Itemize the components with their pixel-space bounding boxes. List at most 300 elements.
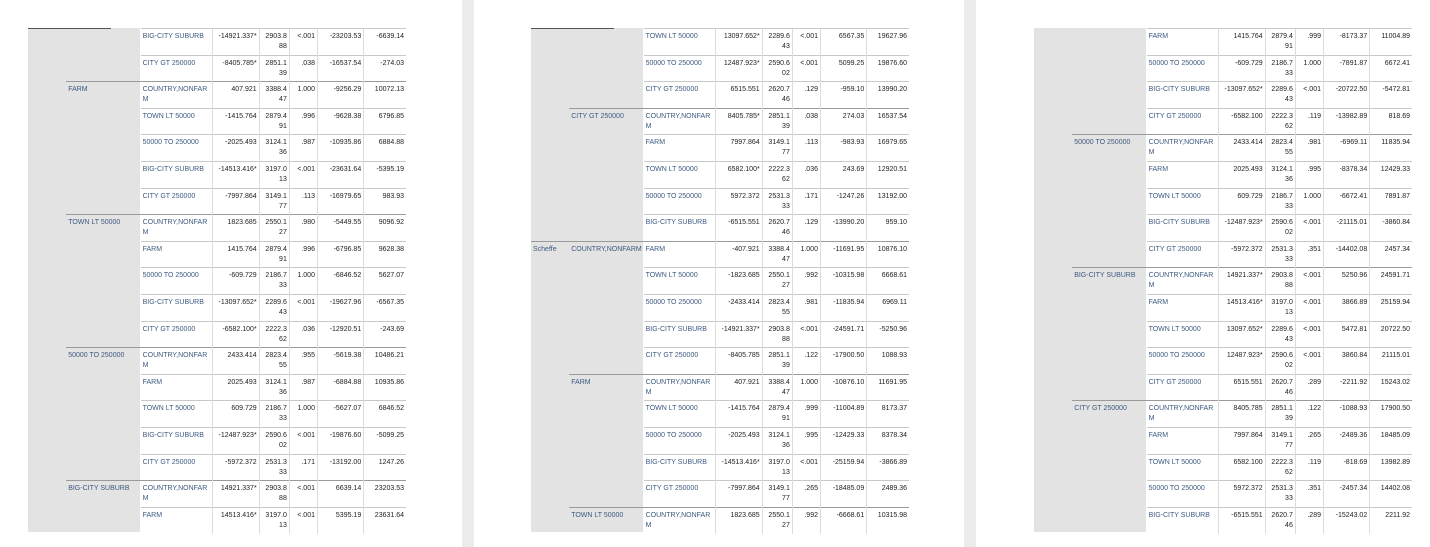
upper-bound-cell: 1247.26 (364, 454, 406, 481)
lower-bound-cell: 3860.84 (1323, 348, 1369, 375)
lower-bound-cell: -959.10 (820, 82, 866, 109)
upper-bound-cell: 15243.02 (1370, 374, 1412, 401)
sig-cell: <.001 (1295, 268, 1323, 295)
group-i-label: FARM (66, 82, 140, 109)
mean-difference-cell: -609.729 (213, 268, 259, 295)
lower-bound-cell: -818.69 (1323, 454, 1369, 481)
table-row (531, 427, 909, 454)
table-row (531, 374, 909, 401)
method-label (28, 454, 66, 481)
upper-bound-cell: -6639.14 (364, 29, 406, 56)
upper-bound-cell: 6846.52 (364, 401, 406, 428)
std-error-cell: 2851.139 (1265, 401, 1295, 428)
upper-bound-cell: 10876.10 (867, 241, 909, 268)
method-label (531, 188, 569, 215)
lower-bound-cell: -10935.86 (317, 135, 363, 162)
upper-bound-cell: 13990.20 (867, 82, 909, 109)
group-j-label: COUNTRY,NONFARM (141, 348, 213, 375)
std-error-cell: 3124.136 (762, 427, 792, 454)
sig-cell: .955 (289, 348, 317, 375)
sig-cell: <.001 (792, 29, 820, 56)
upper-bound-cell: -274.03 (364, 55, 406, 82)
mean-difference-cell: 7997.864 (1219, 427, 1265, 454)
sig-cell: <.001 (1295, 82, 1323, 109)
group-i-label (66, 188, 140, 215)
lower-bound-cell: -6796.85 (317, 241, 363, 268)
method-label (28, 82, 66, 109)
group-i-label: FARM (569, 374, 643, 401)
std-error-cell: 2531.333 (1265, 481, 1295, 508)
sig-cell: .992 (792, 268, 820, 295)
std-error-cell: 3124.136 (259, 135, 289, 162)
table-row (28, 294, 406, 321)
table-row (1034, 454, 1412, 481)
sig-cell: <.001 (289, 294, 317, 321)
upper-bound-cell: -5472.81 (1370, 82, 1412, 109)
upper-bound-cell: 2457.34 (1370, 241, 1412, 268)
upper-bound-cell: 10486.21 (364, 348, 406, 375)
table-row (1034, 135, 1412, 162)
mean-difference-cell: -1823.685 (716, 268, 762, 295)
group-i-label (569, 29, 643, 56)
std-error-cell: 2823.455 (1265, 135, 1295, 162)
upper-bound-cell: 8378.34 (867, 427, 909, 454)
group-j-label: 50000 TO 250000 (141, 135, 213, 162)
document-page-3 (1034, 0, 1412, 547)
std-error-cell: 2289.643 (1265, 321, 1295, 348)
table-row (531, 294, 909, 321)
group-j-label: COUNTRY,NONFARM (141, 481, 213, 508)
std-error-cell: 2531.333 (1265, 241, 1295, 268)
mean-difference-cell: -6582.100 (1219, 108, 1265, 135)
lower-bound-cell: 6639.14 (317, 481, 363, 508)
sig-cell: 1.000 (289, 268, 317, 295)
group-j-label: 50000 TO 250000 (1147, 481, 1219, 508)
group-j-label: BIG-CITY SUBURB (141, 29, 213, 56)
lower-bound-cell: -13990.20 (820, 215, 866, 242)
group-i-label: TOWN LT 50000 (569, 507, 643, 534)
mean-difference-cell: 1415.764 (1219, 29, 1265, 56)
lower-bound-cell: 3866.89 (1323, 294, 1369, 321)
upper-bound-cell: 2211.92 (1370, 507, 1412, 534)
std-error-cell: 2823.455 (259, 348, 289, 375)
table-row (1034, 401, 1412, 428)
method-label (531, 374, 569, 401)
method-label (531, 215, 569, 242)
sig-cell: <.001 (289, 427, 317, 454)
table-row (28, 321, 406, 348)
table-row (1034, 108, 1412, 135)
table-row (1034, 215, 1412, 242)
table-row (531, 268, 909, 295)
group-j-label: FARM (141, 507, 213, 534)
sig-cell: .289 (1295, 374, 1323, 401)
method-label (1034, 55, 1072, 82)
upper-bound-cell: 25159.94 (1370, 294, 1412, 321)
std-error-cell: 2289.643 (1265, 82, 1295, 109)
method-label (1034, 215, 1072, 242)
std-error-cell: 2823.455 (762, 294, 792, 321)
upper-bound-cell: 16979.65 (867, 135, 909, 162)
group-i-label (66, 135, 140, 162)
group-j-label: TOWN LT 50000 (644, 29, 716, 56)
std-error-cell: 2531.333 (259, 454, 289, 481)
lower-bound-cell: -23203.53 (317, 29, 363, 56)
upper-bound-cell: 10315.98 (867, 507, 909, 534)
group-j-label: 50000 TO 250000 (644, 188, 716, 215)
sig-cell: .113 (792, 135, 820, 162)
lower-bound-cell: -6672.41 (1323, 188, 1369, 215)
group-j-label: COUNTRY,NONFARM (141, 82, 213, 109)
sig-cell: 1.000 (289, 82, 317, 109)
mean-difference-cell: -6515.551 (1219, 507, 1265, 534)
group-j-label: FARM (141, 374, 213, 401)
mean-difference-cell: 14513.416* (213, 507, 259, 534)
lower-bound-cell: -23631.64 (317, 161, 363, 188)
mean-difference-cell: -8405.785* (213, 55, 259, 82)
method-label (1034, 108, 1072, 135)
group-i-label (569, 188, 643, 215)
group-j-label: TOWN LT 50000 (141, 108, 213, 135)
std-error-cell: 2186.733 (259, 401, 289, 428)
group-i-label (569, 82, 643, 109)
group-j-label: BIG-CITY SUBURB (141, 294, 213, 321)
group-j-label: CITY GT 250000 (141, 188, 213, 215)
lower-bound-cell: -13982.89 (1323, 108, 1369, 135)
group-i-label: CITY GT 250000 (1072, 401, 1146, 428)
group-i-label (66, 294, 140, 321)
mean-difference-cell: -12487.923* (1219, 215, 1265, 242)
lower-bound-cell: -24591.71 (820, 321, 866, 348)
std-error-cell: 2903.888 (1265, 268, 1295, 295)
std-error-cell: 3149.177 (762, 481, 792, 508)
mean-difference-cell: -5972.372 (1219, 241, 1265, 268)
mean-difference-cell: -2025.493 (213, 135, 259, 162)
page-gap-1 (462, 0, 474, 547)
std-error-cell: 2620.746 (1265, 507, 1295, 534)
std-error-cell: 2903.888 (259, 481, 289, 508)
method-label (28, 374, 66, 401)
upper-bound-cell: 6969.11 (867, 294, 909, 321)
lower-bound-cell: -11691.95 (820, 241, 866, 268)
group-i-label (1072, 108, 1146, 135)
method-label (1034, 29, 1072, 56)
lower-bound-cell: -17900.50 (820, 348, 866, 375)
group-j-label: BIG-CITY SUBURB (141, 161, 213, 188)
method-label (1034, 321, 1072, 348)
mean-difference-cell: -6515.551 (716, 215, 762, 242)
method-label (531, 348, 569, 375)
mean-difference-cell: 1823.685 (213, 215, 259, 242)
std-error-cell: 3149.177 (762, 135, 792, 162)
mean-difference-cell: 2433.414 (1219, 135, 1265, 162)
document-page-1 (28, 0, 406, 547)
table-row (531, 481, 909, 508)
mean-difference-cell: 6515.551 (716, 82, 762, 109)
lower-bound-cell: -6668.61 (820, 507, 866, 534)
std-error-cell: 2879.491 (259, 241, 289, 268)
method-label (28, 241, 66, 268)
table-row (531, 241, 909, 268)
mean-difference-cell: 12487.923* (716, 55, 762, 82)
method-label (1034, 507, 1072, 534)
table-row (1034, 55, 1412, 82)
lower-bound-cell: -12920.51 (317, 321, 363, 348)
mean-difference-cell: -14513.416* (716, 454, 762, 481)
upper-bound-cell: 12429.33 (1370, 161, 1412, 188)
std-error-cell: 2879.491 (1265, 29, 1295, 56)
lower-bound-cell: -20722.50 (1323, 82, 1369, 109)
group-i-label (66, 427, 140, 454)
table-row (531, 161, 909, 188)
method-label (28, 108, 66, 135)
upper-bound-cell: 12920.51 (867, 161, 909, 188)
mean-difference-cell: 609.729 (213, 401, 259, 428)
mean-difference-cell: 13097.652* (716, 29, 762, 56)
method-label (1034, 454, 1072, 481)
std-error-cell: 2222.362 (1265, 454, 1295, 481)
std-error-cell: 3197.013 (1265, 294, 1295, 321)
group-i-label (1072, 29, 1146, 56)
table-row (1034, 188, 1412, 215)
std-error-cell: 2222.362 (1265, 108, 1295, 135)
method-label: Scheffe (531, 241, 569, 268)
mean-difference-cell: 14921.337* (213, 481, 259, 508)
method-label (28, 29, 66, 56)
mean-difference-cell: -1415.764 (213, 108, 259, 135)
group-j-label: COUNTRY,NONFARM (141, 215, 213, 242)
sig-cell: <.001 (1295, 215, 1323, 242)
group-j-label: CITY GT 250000 (644, 348, 716, 375)
std-error-cell: 3388.447 (762, 241, 792, 268)
lower-bound-cell: 5099.25 (820, 55, 866, 82)
upper-bound-cell: 17900.50 (1370, 401, 1412, 428)
lower-bound-cell: 243.69 (820, 161, 866, 188)
upper-bound-cell: 983.93 (364, 188, 406, 215)
table-row (531, 321, 909, 348)
mean-difference-cell: 2433.414 (213, 348, 259, 375)
mean-difference-cell: 14513.416* (1219, 294, 1265, 321)
mean-difference-cell: -14921.337* (213, 29, 259, 56)
table-row (28, 188, 406, 215)
method-label (531, 427, 569, 454)
std-error-cell: 2590.602 (1265, 348, 1295, 375)
multiple-comparisons-table (1034, 28, 1412, 534)
upper-bound-cell: 10935.86 (364, 374, 406, 401)
upper-bound-cell: -6567.35 (364, 294, 406, 321)
table-row (28, 454, 406, 481)
sig-cell: .122 (792, 348, 820, 375)
lower-bound-cell: -2457.34 (1323, 481, 1369, 508)
method-label (1034, 348, 1072, 375)
upper-bound-cell: 10072.13 (364, 82, 406, 109)
sig-cell: .119 (1295, 454, 1323, 481)
method-label (1034, 374, 1072, 401)
group-j-label: FARM (644, 135, 716, 162)
sig-cell: .289 (1295, 507, 1323, 534)
std-error-cell: 2550.127 (762, 268, 792, 295)
method-label (28, 401, 66, 428)
mean-difference-cell: 14921.337* (1219, 268, 1265, 295)
lower-bound-cell: -2211.92 (1323, 374, 1369, 401)
sig-cell: .038 (289, 55, 317, 82)
lower-bound-cell: -15243.02 (1323, 507, 1369, 534)
group-j-label: BIG-CITY SUBURB (1147, 507, 1219, 534)
group-i-label (569, 427, 643, 454)
lower-bound-cell: -10315.98 (820, 268, 866, 295)
sig-cell: .999 (792, 401, 820, 428)
std-error-cell: 3149.177 (1265, 427, 1295, 454)
table-row (531, 135, 909, 162)
lower-bound-cell: 5472.81 (1323, 321, 1369, 348)
std-error-cell: 2590.602 (1265, 215, 1295, 242)
group-i-label (66, 401, 140, 428)
method-label (1034, 241, 1072, 268)
group-i-label: CITY GT 250000 (569, 108, 643, 135)
group-i-label (1072, 348, 1146, 375)
sig-cell: .981 (792, 294, 820, 321)
lower-bound-cell: -8173.37 (1323, 29, 1369, 56)
std-error-cell: 2222.362 (762, 161, 792, 188)
upper-bound-cell: 24591.71 (1370, 268, 1412, 295)
table-row (1034, 481, 1412, 508)
method-label (1034, 135, 1072, 162)
std-error-cell: 2186.733 (1265, 188, 1295, 215)
mean-difference-cell: 2025.493 (1219, 161, 1265, 188)
group-j-label: TOWN LT 50000 (1147, 454, 1219, 481)
method-label (1034, 82, 1072, 109)
lower-bound-cell: -983.93 (820, 135, 866, 162)
sig-cell: <.001 (1295, 348, 1323, 375)
group-i-label (1072, 55, 1146, 82)
group-j-label: COUNTRY,NONFARM (1147, 268, 1219, 295)
group-i-label (1072, 321, 1146, 348)
table-row (28, 135, 406, 162)
lower-bound-cell: -16979.65 (317, 188, 363, 215)
mean-difference-cell: -2433.414 (716, 294, 762, 321)
upper-bound-cell: -3866.89 (867, 454, 909, 481)
lower-bound-cell: -18485.09 (820, 481, 866, 508)
mean-difference-cell: 407.921 (213, 82, 259, 109)
table-row (1034, 294, 1412, 321)
std-error-cell: 2222.362 (259, 321, 289, 348)
lower-bound-cell: 5250.96 (1323, 268, 1369, 295)
mean-difference-cell: -6582.100* (213, 321, 259, 348)
method-label (28, 215, 66, 242)
mean-difference-cell: -2025.493 (716, 427, 762, 454)
upper-bound-cell: 818.69 (1370, 108, 1412, 135)
group-j-label: COUNTRY,NONFARM (644, 507, 716, 534)
group-i-label (1072, 294, 1146, 321)
table-row (28, 55, 406, 82)
sig-cell: <.001 (792, 454, 820, 481)
std-error-cell: 2851.139 (762, 348, 792, 375)
method-label (531, 135, 569, 162)
upper-bound-cell: 21115.01 (1370, 348, 1412, 375)
page-gap-2 (964, 0, 976, 547)
table-row (531, 348, 909, 375)
std-error-cell: 2531.333 (762, 188, 792, 215)
group-i-label (569, 55, 643, 82)
std-error-cell: 2620.746 (1265, 374, 1295, 401)
method-label (531, 507, 569, 534)
method-label (28, 348, 66, 375)
lower-bound-cell: -16537.54 (317, 55, 363, 82)
mean-difference-cell: 6515.551 (1219, 374, 1265, 401)
sig-cell: .996 (289, 108, 317, 135)
upper-bound-cell: 18485.09 (1370, 427, 1412, 454)
method-label (28, 321, 66, 348)
table-row (531, 507, 909, 534)
group-j-label: COUNTRY,NONFARM (1147, 401, 1219, 428)
method-label (531, 55, 569, 82)
group-j-label: TOWN LT 50000 (1147, 188, 1219, 215)
std-error-cell: 2186.733 (259, 268, 289, 295)
sig-cell: .265 (792, 481, 820, 508)
group-i-label (66, 29, 140, 56)
group-j-label: CITY GT 250000 (141, 454, 213, 481)
method-label (28, 427, 66, 454)
upper-bound-cell: -5250.96 (867, 321, 909, 348)
lower-bound-cell: -11835.94 (820, 294, 866, 321)
group-j-label: BIG-CITY SUBURB (644, 454, 716, 481)
group-i-label (1072, 161, 1146, 188)
method-label (531, 82, 569, 109)
mean-difference-cell: -1415.764 (716, 401, 762, 428)
group-j-label: 50000 TO 250000 (1147, 55, 1219, 82)
method-label (1034, 294, 1072, 321)
group-i-label (1072, 82, 1146, 109)
lower-bound-cell: -13192.00 (317, 454, 363, 481)
std-error-cell: 2550.127 (762, 507, 792, 534)
mean-difference-cell: -13097.652* (213, 294, 259, 321)
std-error-cell: 2620.746 (762, 215, 792, 242)
sig-cell: 1.000 (289, 401, 317, 428)
method-label (531, 161, 569, 188)
group-j-label: FARM (1147, 427, 1219, 454)
group-i-label (569, 454, 643, 481)
method-label (28, 161, 66, 188)
table-row (531, 215, 909, 242)
method-label (1034, 161, 1072, 188)
table-row (1034, 374, 1412, 401)
sig-cell: .129 (792, 215, 820, 242)
mean-difference-cell: 7997.864 (716, 135, 762, 162)
document-page-2 (531, 0, 909, 547)
lower-bound-cell: -6884.88 (317, 374, 363, 401)
mean-difference-cell: 8405.785* (716, 108, 762, 135)
mean-difference-cell: 2025.493 (213, 374, 259, 401)
group-i-label (1072, 374, 1146, 401)
group-i-label: BIG-CITY SUBURB (1072, 268, 1146, 295)
upper-bound-cell: 11691.95 (867, 374, 909, 401)
method-label (531, 294, 569, 321)
lower-bound-cell: -2489.36 (1323, 427, 1369, 454)
group-j-label: TOWN LT 50000 (644, 161, 716, 188)
sig-cell: 1.000 (1295, 188, 1323, 215)
upper-bound-cell: 11004.89 (1370, 29, 1412, 56)
method-label (28, 55, 66, 82)
group-i-label (66, 454, 140, 481)
upper-bound-cell: 7891.87 (1370, 188, 1412, 215)
group-i-label (1072, 188, 1146, 215)
sig-cell: 1.000 (792, 241, 820, 268)
group-j-label: TOWN LT 50000 (644, 268, 716, 295)
table-row (28, 161, 406, 188)
mean-difference-cell: -5972.372 (213, 454, 259, 481)
upper-bound-cell: 9096.92 (364, 215, 406, 242)
sig-cell: <.001 (289, 507, 317, 534)
